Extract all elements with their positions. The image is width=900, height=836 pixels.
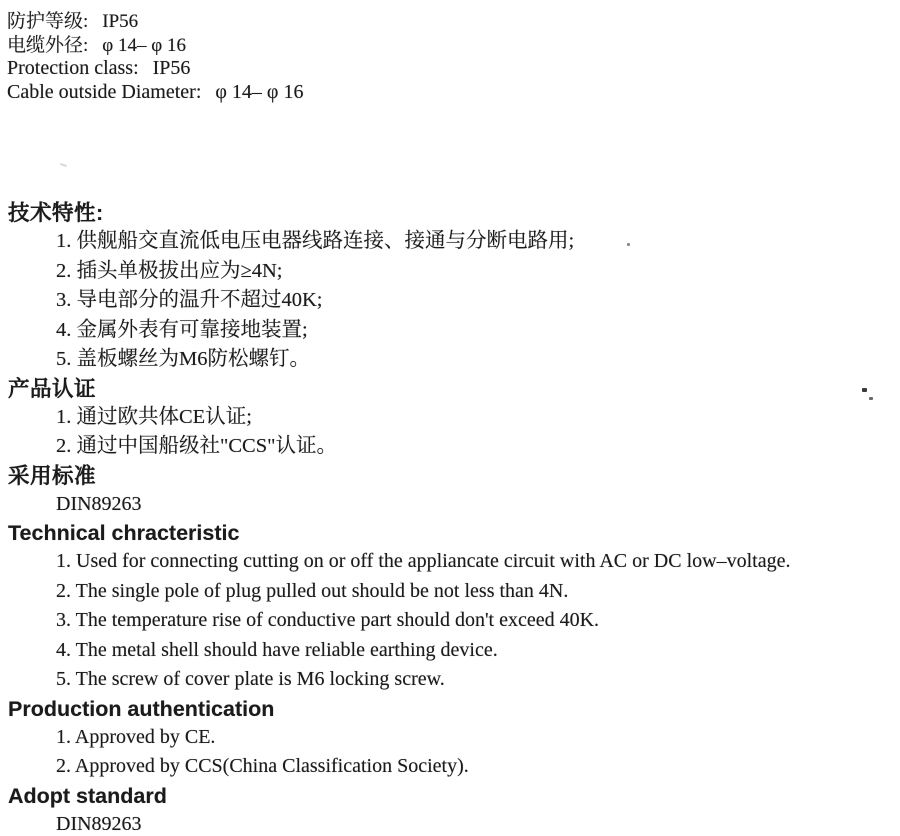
- section-heading-std-cn: 采用标准: [8, 463, 97, 488]
- list-item: 3. 导电部分的温升不超过40K;: [56, 289, 323, 311]
- scan-noise-speck: [869, 397, 873, 400]
- section-heading-std-en: Adopt standard: [8, 783, 167, 808]
- spec-value: φ 14– φ 16: [102, 34, 186, 56]
- list-item: 1. 供舰船交直流低电压电器线路连接、接通与分断电路用;: [56, 230, 575, 252]
- list-item: 5. 盖板螺丝为M6防松螺钉。: [56, 348, 310, 370]
- spec-value: IP56: [152, 57, 191, 79]
- list-item: 1. Used for connecting cutting on or off the appliancate circuit with AC or DC low–voltage.: [56, 550, 791, 572]
- spec-line-protection-zh: [7, 10, 303, 34]
- document-body: [8, 199, 894, 836]
- spec-label: Protection class:: [7, 57, 139, 79]
- spec-block: [7, 10, 303, 104]
- spec-line-cable-en: [7, 81, 303, 105]
- spec-line-protection-en: [7, 57, 303, 81]
- list-item: 4. 金属外表有可靠接地装置;: [56, 318, 308, 341]
- list-item: 1. 通过欧共体CE认证;: [56, 405, 252, 428]
- spec-value: IP56: [102, 11, 139, 32]
- spec-label: 防护等级:: [7, 11, 89, 32]
- list-item: 2. 插头单极拔出应为≥4N;: [56, 259, 283, 282]
- section-heading-tech-en: Technical chracteristic: [8, 521, 240, 545]
- list-item: 4. The metal shell should have reliable earthing device.: [56, 638, 498, 661]
- scan-noise-speck: [627, 243, 630, 246]
- list-item: 2. The single pole of plug pulled out should be not less than 4N.: [56, 579, 569, 602]
- list-item: 2. Approved by CCS(China Classification Society).: [56, 755, 469, 777]
- list-item: 2. 通过中国船级社"CCS"认证。: [56, 435, 337, 457]
- list-item: 5. The screw of cover plate is M6 locking screw.: [56, 668, 445, 690]
- standard-value: DIN89263: [56, 812, 142, 835]
- scan-noise-speck: [60, 163, 67, 167]
- list-item: 3. The temperature rise of conductive part should don't exceed 40K.: [56, 609, 600, 631]
- section-heading-cert-cn: 产品认证: [8, 376, 97, 401]
- scan-noise-speck: [862, 388, 867, 392]
- spec-value: φ 14– φ 16: [215, 80, 304, 103]
- spec-line-cable-zh: [7, 34, 303, 58]
- list-item: 1. Approved by CE.: [56, 725, 216, 748]
- standard-value: DIN89263: [56, 492, 142, 515]
- spec-label: Cable outside Diameter:: [7, 80, 202, 103]
- spec-label: 电缆外径:: [7, 34, 89, 56]
- section-heading-tech-cn: 技术特性:: [8, 201, 104, 225]
- section-heading-cert-en: Production authentication: [8, 696, 275, 721]
